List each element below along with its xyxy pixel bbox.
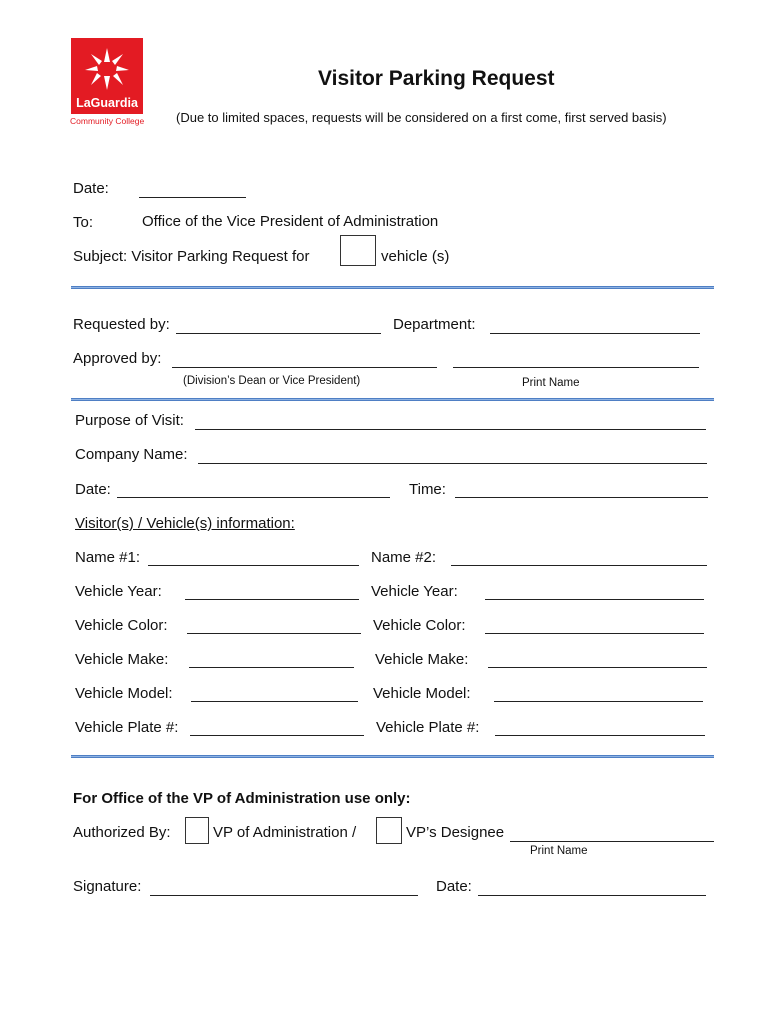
make2-field[interactable]	[488, 667, 707, 668]
signature-field[interactable]	[150, 895, 418, 896]
office-use-heading: For Office of the VP of Administration use only:	[73, 790, 411, 807]
color2-label: Vehicle Color:	[373, 617, 466, 634]
subject-suffix: vehicle (s)	[381, 248, 450, 265]
name1-label: Name #1:	[75, 549, 141, 566]
page-title: Visitor Parking Request	[318, 67, 555, 90]
requested-by-label: Requested by:	[73, 316, 170, 333]
vp-admin-label: VP of Administration /	[213, 824, 357, 841]
date-field[interactable]	[139, 197, 246, 198]
designee-print-name-field[interactable]	[510, 841, 714, 842]
year1-field[interactable]	[185, 599, 359, 600]
laguardia-logo	[71, 38, 143, 114]
model2-field[interactable]	[494, 701, 703, 702]
signature-label: Signature:	[73, 878, 142, 895]
model1-field[interactable]	[191, 701, 358, 702]
date-label: Date:	[73, 180, 109, 197]
plate1-label: Vehicle Plate #:	[75, 719, 179, 736]
purpose-label: Purpose of Visit:	[75, 412, 184, 429]
year2-label: Vehicle Year:	[371, 583, 458, 600]
make1-label: Vehicle Make:	[75, 651, 169, 668]
visit-time-field[interactable]	[455, 497, 708, 498]
visit-date-field[interactable]	[117, 497, 390, 498]
visit-time-label: Time:	[409, 481, 446, 498]
approver-hint: (Division’s Dean or Vice President)	[183, 375, 361, 387]
department-field[interactable]	[490, 333, 700, 334]
logo-subtitle: Community College	[70, 116, 145, 126]
approved-by-label: Approved by:	[73, 350, 162, 367]
section-divider-1	[71, 286, 714, 289]
page-subtitle: (Due to limited spaces, requests will be considered on a first come, first served basis)	[176, 110, 667, 125]
vehicle-count-box[interactable]	[340, 235, 376, 266]
year1-label: Vehicle Year:	[75, 583, 162, 600]
year2-field[interactable]	[485, 599, 704, 600]
name2-field[interactable]	[451, 565, 707, 566]
model1-label: Vehicle Model:	[75, 685, 173, 702]
department-label: Department:	[393, 316, 476, 333]
approver-print-name-field[interactable]	[453, 367, 699, 368]
section-divider-2	[71, 398, 714, 401]
vp-admin-checkbox[interactable]	[185, 817, 209, 844]
subject-label: Subject: Visitor Parking Request for	[73, 248, 310, 265]
section-divider-3	[71, 755, 714, 758]
starburst-icon	[71, 38, 143, 114]
purpose-field[interactable]	[195, 429, 706, 430]
company-field[interactable]	[198, 463, 707, 464]
plate1-field[interactable]	[190, 735, 364, 736]
requested-by-field[interactable]	[176, 333, 381, 334]
make2-label: Vehicle Make:	[375, 651, 469, 668]
name2-label: Name #2:	[371, 549, 437, 566]
vehicle-info-heading: Visitor(s) / Vehicle(s) information:	[75, 515, 295, 532]
authorized-by-label: Authorized By:	[73, 824, 171, 841]
model2-label: Vehicle Model:	[373, 685, 471, 702]
company-label: Company Name:	[75, 446, 188, 463]
to-label: To:	[73, 214, 94, 231]
approved-by-field[interactable]	[172, 367, 437, 368]
plate2-field[interactable]	[495, 735, 705, 736]
plate2-label: Vehicle Plate #:	[376, 719, 480, 736]
print-name-caption: Print Name	[522, 377, 580, 389]
designee-label: VP’s Designee	[406, 824, 505, 841]
office-date-field[interactable]	[478, 895, 706, 896]
to-value: Office of the Vice President of Administration	[142, 213, 439, 230]
make1-field[interactable]	[189, 667, 354, 668]
color1-label: Vehicle Color:	[75, 617, 168, 634]
visit-date-label: Date:	[75, 481, 111, 498]
color2-field[interactable]	[485, 633, 704, 634]
color1-field[interactable]	[187, 633, 361, 634]
logo-name: LaGuardia	[76, 96, 138, 110]
office-date-label: Date:	[436, 878, 472, 895]
vp-designee-checkbox[interactable]	[376, 817, 402, 844]
name1-field[interactable]	[148, 565, 359, 566]
designee-print-name-caption: Print Name	[530, 845, 588, 857]
